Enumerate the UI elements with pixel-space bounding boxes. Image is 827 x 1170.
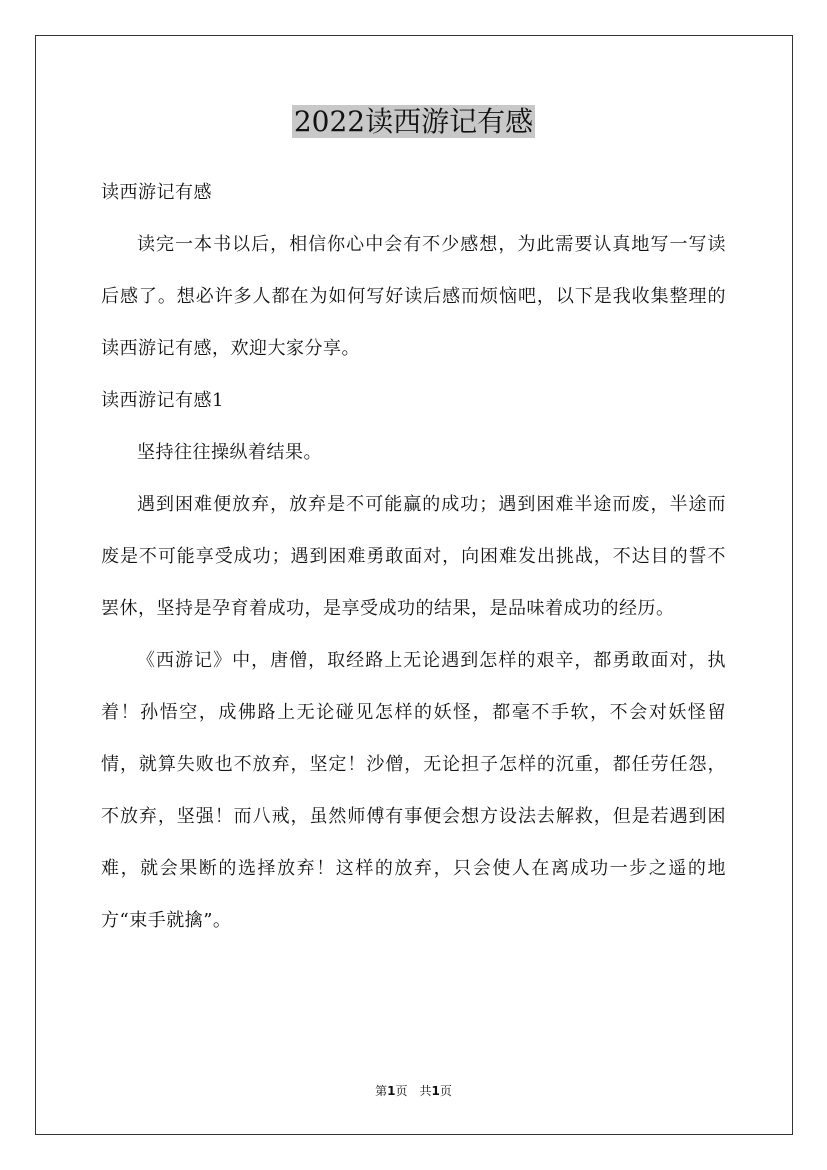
document-body (101, 167, 726, 947)
page-footer (0, 1082, 827, 1099)
total-label-prefix: 共 (419, 1084, 432, 1098)
page-label-prefix: 第 (375, 1084, 388, 1098)
page-label-suffix: 页 (395, 1084, 408, 1098)
body-paragraph: 坚持往往操纵着结果。 (137, 442, 322, 463)
section-heading: 读西游记有感 (101, 182, 212, 203)
total-label-suffix: 页 (439, 1084, 452, 1098)
document-title-text: 2022读西游记有感 (293, 105, 534, 138)
intro-paragraph: 读完一本书以后，相信你心中会有不少感想，为此需要认真地写一写读后感了。想必许多人都在为如何写好读后感而烦恼吧，以下是我收集整理的读西游记有感，欢迎大家分享。 (101, 234, 726, 359)
body-paragraph: 《西游记》中，唐僧，取经路上无论遇到怎样的艰辛，都勇敢面对，执着！孙悟空，成佛路上无论碰见怎样的妖怪，都毫不手软，不会对妖怪留情，就算失败也不放弃，坚定！沙僧，无论担子怎样的沉重，都任劳任怨，不放弃，坚强！而八戒，虽然师傅有事便会想方设法去解救，但是若遇到困难，就会果断的选择放弃！这样的放弃，只会使人在离成功一步之遥的地方“束手就擒”。 (101, 650, 726, 931)
body-paragraph: 遇到困难便放弃，放弃是不可能赢的成功；遇到困难半途而废，半途而废是不可能享受成功；遇到困难勇敢面对，向困难发出挑战，不达目的誓不罢休，坚持是孕育着成功，是享受成功的结果，是品味着成功的经历。 (101, 494, 726, 619)
section-heading: 读西游记有感1 (101, 390, 224, 411)
page-total-number: 1 (431, 1084, 440, 1098)
document-title (0, 100, 827, 144)
page-current-number: 1 (387, 1084, 396, 1098)
